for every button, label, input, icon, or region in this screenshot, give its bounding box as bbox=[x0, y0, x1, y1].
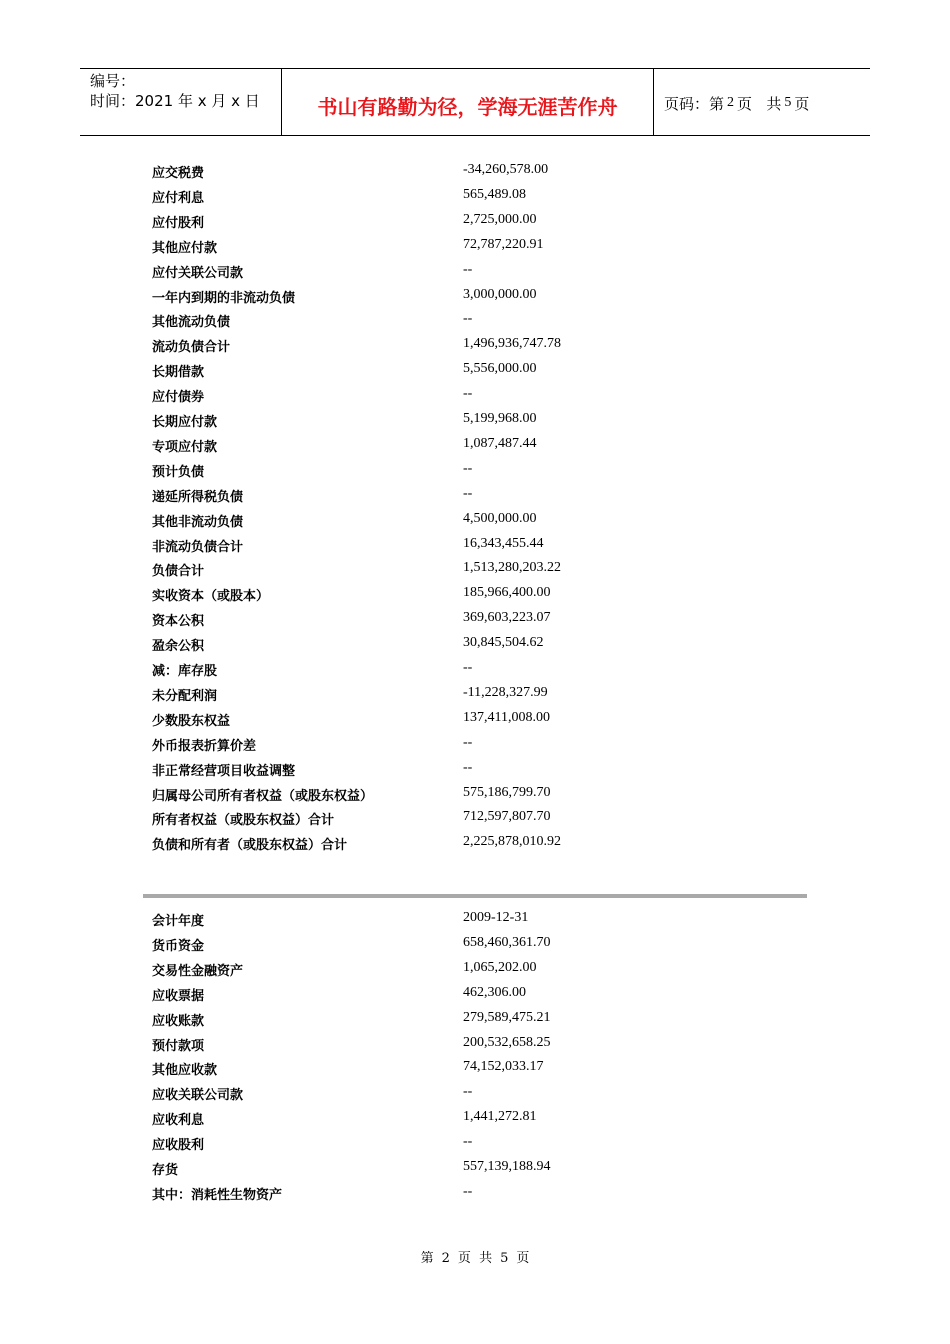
page-suffix: 页 bbox=[794, 94, 810, 113]
table-row bbox=[152, 585, 652, 610]
table-row bbox=[152, 311, 652, 336]
table-row bbox=[152, 436, 652, 461]
page-current-number: 2 bbox=[727, 95, 735, 110]
row-label: 负债和所有者（或股东权益）合计 bbox=[152, 838, 348, 854]
page-footer bbox=[0, 1247, 950, 1266]
table-row bbox=[152, 361, 652, 386]
row-value: -- bbox=[463, 311, 473, 327]
row-value: 185,966,400.00 bbox=[463, 585, 551, 601]
row-label: 应付利息 bbox=[152, 190, 205, 206]
table-row bbox=[152, 1084, 652, 1109]
footer-total-number: 5 bbox=[500, 1251, 509, 1266]
table-row bbox=[152, 237, 652, 262]
row-value: -- bbox=[463, 1183, 473, 1199]
table-row bbox=[152, 735, 652, 760]
row-value: 16,343,455.44 bbox=[463, 535, 544, 551]
row-label: 其中：消耗性生物资产 bbox=[152, 1187, 283, 1203]
row-value: 137,411,008.00 bbox=[463, 709, 550, 725]
table-row bbox=[152, 785, 652, 810]
row-label: 长期借款 bbox=[152, 365, 205, 381]
row-label: 应付关联公司款 bbox=[152, 265, 244, 281]
footer-suffix: 页 bbox=[516, 1251, 530, 1266]
row-value: 575,186,799.70 bbox=[463, 784, 551, 800]
row-value: 565,489.08 bbox=[463, 186, 526, 202]
document-time-label: 时间：2021 年 x 月 x 日 bbox=[90, 92, 260, 110]
page-mid: 页 共 bbox=[737, 94, 782, 113]
table-row bbox=[152, 685, 652, 710]
table-row bbox=[152, 660, 652, 685]
table-row bbox=[152, 809, 652, 834]
table-row bbox=[152, 710, 652, 735]
table-row bbox=[152, 486, 652, 511]
row-label: 实收资本（或股本） bbox=[152, 589, 270, 605]
row-value: 5,199,968.00 bbox=[463, 411, 537, 426]
table-row bbox=[152, 336, 652, 361]
table-row bbox=[152, 910, 652, 935]
page-header bbox=[80, 68, 870, 136]
table-row bbox=[152, 1184, 652, 1209]
table-row bbox=[152, 187, 652, 212]
table-row bbox=[152, 985, 652, 1010]
table-row bbox=[152, 287, 652, 312]
row-label: 应付债券 bbox=[152, 390, 205, 406]
row-value: -34,260,578.00 bbox=[463, 162, 549, 177]
row-value: 1,513,280,203.22 bbox=[463, 560, 561, 576]
table-row bbox=[152, 411, 652, 436]
table-row bbox=[152, 760, 652, 785]
row-label: 应收利息 bbox=[152, 1113, 205, 1129]
row-value: 4,500,000.00 bbox=[463, 510, 537, 526]
row-label: 存货 bbox=[152, 1163, 179, 1178]
row-label: 货币资金 bbox=[152, 938, 205, 954]
row-value: 2,225,878,010.92 bbox=[463, 834, 561, 850]
row-value: 5,556,000.00 bbox=[463, 361, 537, 377]
header-motto: 书山有路勤为径，学海无涯苦作舟 bbox=[282, 69, 654, 135]
header-page-indicator bbox=[654, 69, 870, 135]
table-row bbox=[152, 162, 652, 187]
table-row bbox=[152, 536, 652, 561]
row-label: 非正常经营项目收益调整 bbox=[152, 763, 296, 779]
row-value: -11,228,327.99 bbox=[463, 684, 548, 700]
table-row bbox=[152, 511, 652, 536]
row-value: -- bbox=[463, 759, 473, 775]
row-label: 所有者权益（或股东权益）合计 bbox=[152, 813, 335, 829]
row-value: 74,152,033.17 bbox=[463, 1059, 544, 1075]
footer-prefix: 第 bbox=[420, 1251, 434, 1266]
row-value: 279,589,475.21 bbox=[463, 1009, 551, 1025]
row-label: 预付款项 bbox=[152, 1038, 205, 1054]
row-value: 557,139,188.94 bbox=[463, 1159, 551, 1174]
row-label: 预计负债 bbox=[152, 464, 205, 480]
row-label: 其他流动负债 bbox=[152, 315, 231, 331]
row-label: 应收关联公司款 bbox=[152, 1088, 244, 1104]
row-label: 长期应付款 bbox=[152, 415, 218, 430]
row-value: 2,725,000.00 bbox=[463, 211, 537, 227]
table-row bbox=[152, 935, 652, 960]
row-label: 少数股东权益 bbox=[152, 713, 231, 729]
row-value: 30,845,504.62 bbox=[463, 635, 544, 651]
table-row bbox=[152, 560, 652, 585]
row-label: 其他非流动负债 bbox=[152, 514, 244, 530]
table-row bbox=[152, 262, 652, 287]
table-row bbox=[152, 834, 652, 859]
table-row bbox=[152, 610, 652, 635]
row-label: 应收票据 bbox=[152, 988, 205, 1004]
row-value: 200,532,658.25 bbox=[463, 1034, 551, 1050]
row-label: 应收股利 bbox=[152, 1138, 205, 1154]
table-row bbox=[152, 1134, 652, 1159]
row-value: -- bbox=[463, 1084, 473, 1100]
row-label: 外币报表折算价差 bbox=[152, 738, 257, 754]
row-label: 会计年度 bbox=[152, 914, 205, 929]
row-value: -- bbox=[463, 386, 473, 402]
row-label: 非流动负债合计 bbox=[152, 539, 244, 555]
document-code-label: 编号： bbox=[90, 72, 136, 90]
row-value: 1,496,936,747.78 bbox=[463, 336, 561, 352]
section-divider bbox=[143, 894, 807, 898]
table-row bbox=[152, 960, 652, 985]
page-prefix: 页码：第 bbox=[664, 94, 725, 113]
row-label: 应交税费 bbox=[152, 166, 205, 181]
row-label: 应收账款 bbox=[152, 1013, 205, 1029]
row-value: -- bbox=[463, 660, 473, 675]
row-label: 专项应付款 bbox=[152, 439, 218, 455]
row-label: 盈余公积 bbox=[152, 639, 205, 655]
row-label: 未分配利润 bbox=[152, 688, 218, 704]
row-label: 归属母公司所有者权益（或股东权益） bbox=[152, 788, 374, 804]
row-label: 其他应收款 bbox=[152, 1063, 218, 1079]
row-label: 资本公积 bbox=[152, 614, 205, 630]
row-value: -- bbox=[463, 261, 473, 277]
row-value: 1,441,272.81 bbox=[463, 1109, 537, 1125]
row-value: -- bbox=[463, 1134, 473, 1150]
row-value: 2009-12-31 bbox=[463, 910, 529, 925]
table-row bbox=[152, 461, 652, 486]
row-value: 462,306.00 bbox=[463, 984, 526, 1000]
table-row bbox=[152, 1010, 652, 1035]
row-label: 减：库存股 bbox=[152, 664, 218, 679]
table-row bbox=[152, 386, 652, 411]
footer-mid: 页 共 bbox=[457, 1251, 493, 1266]
row-value: -- bbox=[463, 460, 473, 476]
table-row bbox=[152, 1059, 652, 1084]
table-row bbox=[152, 1109, 652, 1134]
row-value: 3,000,000.00 bbox=[463, 286, 537, 302]
row-value: 72,787,220.91 bbox=[463, 236, 544, 252]
header-meta bbox=[80, 69, 282, 135]
table-row bbox=[152, 635, 652, 660]
row-value: 712,597,807.70 bbox=[463, 809, 551, 825]
footer-current-number: 2 bbox=[441, 1251, 450, 1266]
row-label: 应付股利 bbox=[152, 215, 205, 231]
row-label: 其他应付款 bbox=[152, 240, 218, 256]
row-value: 1,065,202.00 bbox=[463, 959, 537, 975]
row-label: 递延所得税负债 bbox=[152, 489, 244, 505]
row-value: 1,087,487.44 bbox=[463, 435, 537, 451]
row-value: -- bbox=[463, 485, 473, 501]
table-row bbox=[152, 1035, 652, 1060]
row-label: 一年内到期的非流动负债 bbox=[152, 290, 296, 306]
table-row bbox=[152, 1159, 652, 1184]
table-row bbox=[152, 212, 652, 237]
page-total-number: 5 bbox=[784, 95, 792, 110]
row-label: 交易性金融资产 bbox=[152, 963, 244, 979]
row-value: -- bbox=[463, 734, 473, 750]
row-value: 658,460,361.70 bbox=[463, 934, 551, 950]
row-label: 负债合计 bbox=[152, 564, 205, 580]
row-value: 369,603,223.07 bbox=[463, 610, 551, 626]
row-label: 流动负债合计 bbox=[152, 340, 231, 356]
